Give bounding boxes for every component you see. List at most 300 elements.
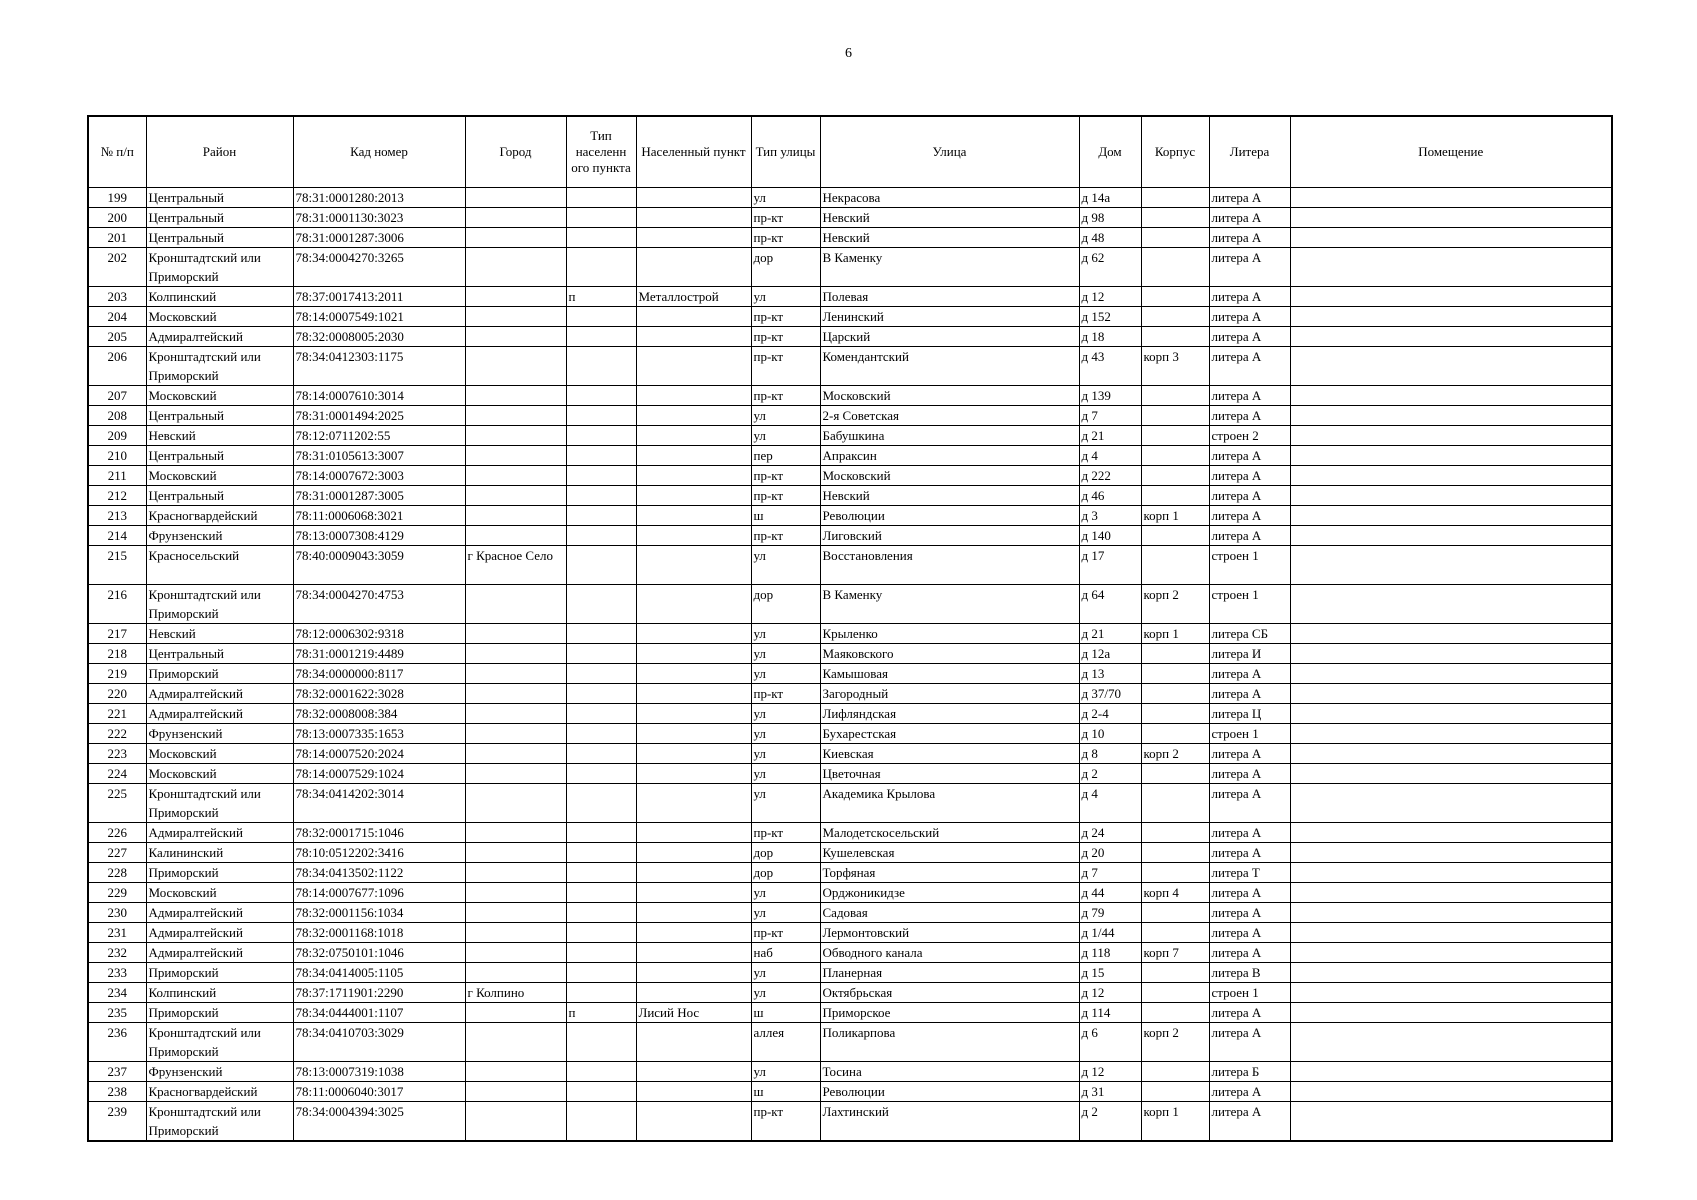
table-cell: [465, 1003, 566, 1023]
table-cell: 224: [88, 764, 146, 784]
table-cell: пр-кт: [751, 684, 820, 704]
table-row: [88, 248, 1612, 287]
table-cell: ул: [751, 883, 820, 903]
table-cell: д 4: [1079, 446, 1141, 466]
table-cell: 78:13:0007319:1038: [293, 1062, 465, 1082]
table-cell: д 6: [1079, 1023, 1141, 1062]
table-cell: [465, 923, 566, 943]
table-cell: Центральный: [146, 406, 293, 426]
table-cell: д 24: [1079, 823, 1141, 843]
table-cell: [1290, 406, 1612, 426]
table-cell: [566, 644, 636, 664]
table-cell: [1141, 446, 1209, 466]
table-cell: 230: [88, 903, 146, 923]
table-cell: Красногвардейский: [146, 506, 293, 526]
table-cell: дор: [751, 585, 820, 624]
column-header: Город: [465, 116, 566, 188]
table-cell: пр-кт: [751, 526, 820, 546]
table-cell: Адмиралтейский: [146, 923, 293, 943]
table-cell: [1290, 248, 1612, 287]
table-cell: д 139: [1079, 386, 1141, 406]
table-cell: [1141, 208, 1209, 228]
table-cell: Московский: [146, 744, 293, 764]
table-cell: [1141, 664, 1209, 684]
table-cell: [1141, 486, 1209, 506]
table-cell: [566, 784, 636, 823]
table-cell: литера А: [1209, 208, 1290, 228]
table-cell: ш: [751, 506, 820, 526]
table-cell: литера А: [1209, 764, 1290, 784]
table-cell: ул: [751, 784, 820, 823]
table-cell: [566, 684, 636, 704]
table-cell: [1141, 1003, 1209, 1023]
table-cell: [1141, 327, 1209, 347]
table-cell: Невский: [820, 208, 1079, 228]
table-cell: д 21: [1079, 426, 1141, 446]
table-cell: [636, 1102, 751, 1142]
table-cell: [566, 208, 636, 228]
table-cell: [636, 466, 751, 486]
table-cell: литера Ц: [1209, 704, 1290, 724]
table-cell: ул: [751, 963, 820, 983]
table-cell: корп 2: [1141, 585, 1209, 624]
table-cell: [465, 943, 566, 963]
table-cell: [1290, 208, 1612, 228]
table-cell: [636, 208, 751, 228]
column-header: Район: [146, 116, 293, 188]
table-cell: 231: [88, 923, 146, 943]
table-cell: Центральный: [146, 188, 293, 208]
table-cell: д 46: [1079, 486, 1141, 506]
table-cell: 78:32:0001168:1018: [293, 923, 465, 943]
table-cell: [636, 823, 751, 843]
table-cell: [1290, 347, 1612, 386]
table-cell: [465, 406, 566, 426]
table-cell: [566, 963, 636, 983]
table-cell: 215: [88, 546, 146, 585]
table-cell: [1290, 923, 1612, 943]
table-cell: 78:10:0512202:3416: [293, 843, 465, 863]
table-cell: Революции: [820, 506, 1079, 526]
table-cell: [1290, 426, 1612, 446]
table-cell: Приморское: [820, 1003, 1079, 1023]
table-cell: [636, 1082, 751, 1102]
table-cell: пер: [751, 446, 820, 466]
table-cell: 78:34:0000000:8117: [293, 664, 465, 684]
table-cell: 78:31:0001280:2013: [293, 188, 465, 208]
table-cell: [1290, 526, 1612, 546]
table-cell: 209: [88, 426, 146, 446]
table-cell: д 12: [1079, 1062, 1141, 1082]
table-cell: Московский: [146, 386, 293, 406]
table-cell: 225: [88, 784, 146, 823]
table-cell: Орджоникидзе: [820, 883, 1079, 903]
table-cell: [1141, 684, 1209, 704]
table-row: [88, 1102, 1612, 1142]
table-cell: 238: [88, 1082, 146, 1102]
table-cell: Кушелевская: [820, 843, 1079, 863]
table-cell: корп 3: [1141, 347, 1209, 386]
table-cell: Адмиралтейский: [146, 704, 293, 724]
table-cell: Фрунзенский: [146, 526, 293, 546]
table-cell: [465, 764, 566, 784]
table-cell: 199: [88, 188, 146, 208]
table-cell: [1141, 307, 1209, 327]
table-cell: [1290, 228, 1612, 248]
table-cell: 228: [88, 863, 146, 883]
table-cell: литера А: [1209, 1003, 1290, 1023]
table-cell: [465, 784, 566, 823]
table-cell: [566, 664, 636, 684]
table-cell: [1141, 644, 1209, 664]
table-cell: [1141, 466, 1209, 486]
table-cell: д 79: [1079, 903, 1141, 923]
table-cell: литера А: [1209, 228, 1290, 248]
table-cell: [1290, 704, 1612, 724]
table-cell: [465, 1082, 566, 1102]
table-cell: д 222: [1079, 466, 1141, 486]
table-cell: д 140: [1079, 526, 1141, 546]
table-cell: литера А: [1209, 883, 1290, 903]
table-cell: д 21: [1079, 624, 1141, 644]
table-row: [88, 307, 1612, 327]
table-cell: пр-кт: [751, 327, 820, 347]
table-cell: ул: [751, 287, 820, 307]
table-cell: [1141, 188, 1209, 208]
table-cell: Приморский: [146, 963, 293, 983]
table-row: [88, 843, 1612, 863]
table-cell: 217: [88, 624, 146, 644]
table-cell: 236: [88, 1023, 146, 1062]
table-cell: Революции: [820, 1082, 1079, 1102]
table-cell: Ленинский: [820, 307, 1079, 327]
table-cell: ш: [751, 1003, 820, 1023]
table-cell: 229: [88, 883, 146, 903]
table-cell: [1290, 327, 1612, 347]
table-cell: [1141, 526, 1209, 546]
table-cell: [636, 228, 751, 248]
table-cell: 221: [88, 704, 146, 724]
table-cell: [1290, 307, 1612, 327]
table-cell: 219: [88, 664, 146, 684]
table-cell: литера А: [1209, 466, 1290, 486]
table-cell: [1141, 287, 1209, 307]
table-cell: Комендантский: [820, 347, 1079, 386]
table-cell: [636, 506, 751, 526]
table-cell: [1290, 903, 1612, 923]
table-cell: [636, 426, 751, 446]
table-cell: ул: [751, 983, 820, 1003]
table-cell: [1290, 963, 1612, 983]
table-cell: [1290, 644, 1612, 664]
table-row: [88, 446, 1612, 466]
table-cell: Торфяная: [820, 863, 1079, 883]
table-cell: [1290, 1023, 1612, 1062]
table-cell: литера А: [1209, 188, 1290, 208]
table-row: [88, 1082, 1612, 1102]
table-cell: строен 1: [1209, 983, 1290, 1003]
table-cell: [1141, 784, 1209, 823]
registry-table: [87, 115, 1613, 1142]
table-cell: д 43: [1079, 347, 1141, 386]
table-row: [88, 624, 1612, 644]
table-cell: 78:32:0008008:384: [293, 704, 465, 724]
table-cell: литера СБ: [1209, 624, 1290, 644]
table-cell: ул: [751, 724, 820, 744]
table-cell: Бухарестская: [820, 724, 1079, 744]
table-cell: Московский: [146, 307, 293, 327]
table-row: [88, 287, 1612, 307]
table-cell: [465, 228, 566, 248]
table-cell: [1141, 228, 1209, 248]
table-cell: д 98: [1079, 208, 1141, 228]
table-cell: 78:14:0007677:1096: [293, 883, 465, 903]
table-cell: пр-кт: [751, 307, 820, 327]
table-row: [88, 526, 1612, 546]
table-cell: д 8: [1079, 744, 1141, 764]
table-cell: [636, 963, 751, 983]
table-cell: корп 7: [1141, 943, 1209, 963]
table-cell: литера Т: [1209, 863, 1290, 883]
table-cell: [636, 923, 751, 943]
table-cell: пр-кт: [751, 386, 820, 406]
table-row: [88, 506, 1612, 526]
table-cell: 213: [88, 506, 146, 526]
table-cell: Малодетскосельский: [820, 823, 1079, 843]
table-cell: Адмиралтейский: [146, 903, 293, 923]
table-cell: [1290, 1062, 1612, 1082]
table-cell: 223: [88, 744, 146, 764]
table-cell: Загородный: [820, 684, 1079, 704]
table-row: [88, 983, 1612, 1003]
table-cell: [636, 644, 751, 664]
table-cell: [465, 704, 566, 724]
table-cell: Центральный: [146, 228, 293, 248]
table-cell: д 152: [1079, 307, 1141, 327]
table-cell: [1290, 724, 1612, 744]
table-cell: [566, 386, 636, 406]
table-cell: литера А: [1209, 843, 1290, 863]
table-cell: [566, 506, 636, 526]
table-cell: [1141, 1082, 1209, 1102]
table-header-row: [88, 116, 1612, 188]
table-cell: [636, 704, 751, 724]
table-cell: Кронштадтский или Приморский: [146, 347, 293, 386]
table-cell: [636, 843, 751, 863]
table-cell: [1141, 704, 1209, 724]
registry-table-container: [87, 115, 1611, 1142]
table-cell: [636, 624, 751, 644]
table-cell: 204: [88, 307, 146, 327]
column-header: Помещение: [1290, 116, 1612, 188]
table-cell: [465, 287, 566, 307]
table-cell: литера А: [1209, 526, 1290, 546]
table-cell: д 44: [1079, 883, 1141, 903]
table-cell: Невский: [146, 426, 293, 446]
table-cell: Цветочная: [820, 764, 1079, 784]
table-cell: ш: [751, 1082, 820, 1102]
table-cell: 2-я Советская: [820, 406, 1079, 426]
table-cell: пр-кт: [751, 208, 820, 228]
table-cell: литера И: [1209, 644, 1290, 664]
table-cell: литера А: [1209, 1102, 1290, 1142]
table-cell: Калининский: [146, 843, 293, 863]
table-cell: [465, 843, 566, 863]
table-cell: Кронштадтский или Приморский: [146, 585, 293, 624]
table-cell: Крыленко: [820, 624, 1079, 644]
table-cell: Центральный: [146, 208, 293, 228]
column-header: Литера: [1209, 116, 1290, 188]
table-cell: пр-кт: [751, 823, 820, 843]
table-row: [88, 327, 1612, 347]
table-cell: 227: [88, 843, 146, 863]
table-cell: [465, 624, 566, 644]
table-cell: 78:31:0001287:3006: [293, 228, 465, 248]
table-cell: [636, 664, 751, 684]
table-cell: 233: [88, 963, 146, 983]
table-row: [88, 208, 1612, 228]
table-cell: [1141, 724, 1209, 744]
table-cell: [566, 943, 636, 963]
column-header: Тип улицы: [751, 116, 820, 188]
table-cell: [566, 327, 636, 347]
table-cell: [465, 1062, 566, 1082]
table-cell: 222: [88, 724, 146, 744]
table-cell: [1290, 1102, 1612, 1142]
table-cell: [1141, 546, 1209, 585]
table-cell: 78:32:0001156:1034: [293, 903, 465, 923]
table-cell: 78:40:0009043:3059: [293, 546, 465, 585]
table-cell: 235: [88, 1003, 146, 1023]
table-cell: д 13: [1079, 664, 1141, 684]
table-row: [88, 863, 1612, 883]
table-cell: Московский: [146, 883, 293, 903]
table-row: [88, 943, 1612, 963]
table-cell: Кронштадтский или Приморский: [146, 248, 293, 287]
table-cell: Центральный: [146, 446, 293, 466]
table-row: [88, 704, 1612, 724]
table-cell: Колпинский: [146, 287, 293, 307]
table-row: [88, 386, 1612, 406]
table-cell: [566, 466, 636, 486]
table-cell: Приморский: [146, 863, 293, 883]
table-cell: Апраксин: [820, 446, 1079, 466]
table-cell: 78:11:0006040:3017: [293, 1082, 465, 1102]
table-cell: [1141, 764, 1209, 784]
table-cell: д 48: [1079, 228, 1141, 248]
table-row: [88, 823, 1612, 843]
table-cell: Бабушкина: [820, 426, 1079, 446]
table-cell: [636, 863, 751, 883]
table-cell: [1290, 546, 1612, 585]
table-cell: [465, 526, 566, 546]
table-cell: 207: [88, 386, 146, 406]
table-cell: 78:31:0105613:3007: [293, 446, 465, 466]
table-cell: [465, 883, 566, 903]
table-cell: д 14а: [1079, 188, 1141, 208]
table-cell: [566, 526, 636, 546]
table-cell: литера А: [1209, 1023, 1290, 1062]
table-cell: [566, 585, 636, 624]
table-cell: литера А: [1209, 784, 1290, 823]
table-cell: Обводного канала: [820, 943, 1079, 963]
table-cell: [636, 983, 751, 1003]
table-cell: 78:31:0001287:3005: [293, 486, 465, 506]
table-cell: Лифляндская: [820, 704, 1079, 724]
table-cell: [465, 664, 566, 684]
table-cell: 239: [88, 1102, 146, 1142]
table-cell: 220: [88, 684, 146, 704]
table-cell: [566, 724, 636, 744]
table-body: [88, 188, 1612, 1142]
table-cell: [465, 188, 566, 208]
table-cell: [566, 704, 636, 724]
table-cell: Невский: [820, 228, 1079, 248]
table-cell: пр-кт: [751, 347, 820, 386]
table-cell: [566, 764, 636, 784]
table-cell: д 118: [1079, 943, 1141, 963]
table-cell: ул: [751, 188, 820, 208]
table-cell: Кронштадтский или Приморский: [146, 784, 293, 823]
table-cell: [566, 1062, 636, 1082]
table-cell: д 2: [1079, 764, 1141, 784]
table-cell: литера А: [1209, 923, 1290, 943]
table-cell: [1290, 664, 1612, 684]
table-cell: Адмиралтейский: [146, 684, 293, 704]
table-cell: [566, 843, 636, 863]
table-cell: литера А: [1209, 307, 1290, 327]
table-cell: Невский: [820, 486, 1079, 506]
table-cell: ул: [751, 624, 820, 644]
table-cell: [1290, 1082, 1612, 1102]
table-cell: [1290, 744, 1612, 764]
table-cell: [566, 903, 636, 923]
table-cell: [636, 446, 751, 466]
table-cell: [566, 406, 636, 426]
table-cell: [1290, 784, 1612, 823]
page-number: 6: [845, 46, 852, 61]
table-cell: [1290, 506, 1612, 526]
table-cell: [566, 446, 636, 466]
table-cell: [1141, 386, 1209, 406]
table-cell: Красногвардейский: [146, 1082, 293, 1102]
table-cell: Московский: [146, 764, 293, 784]
table-cell: [465, 744, 566, 764]
table-cell: д 3: [1079, 506, 1141, 526]
table-cell: [1290, 843, 1612, 863]
table-cell: 214: [88, 526, 146, 546]
table-cell: Красносельский: [146, 546, 293, 585]
table-cell: 78:14:0007520:2024: [293, 744, 465, 764]
table-cell: [1290, 624, 1612, 644]
table-cell: [636, 248, 751, 287]
table-cell: д 10: [1079, 724, 1141, 744]
table-cell: ул: [751, 764, 820, 784]
table-cell: [1290, 983, 1612, 1003]
table-cell: Лахтинский: [820, 1102, 1079, 1142]
table-cell: ул: [751, 664, 820, 684]
table-cell: [636, 764, 751, 784]
table-cell: литера А: [1209, 327, 1290, 347]
table-row: [88, 347, 1612, 386]
table-cell: [1141, 863, 1209, 883]
table-cell: Московский: [820, 466, 1079, 486]
table-cell: [465, 1102, 566, 1142]
table-row: [88, 466, 1612, 486]
table-cell: литера А: [1209, 903, 1290, 923]
table-cell: литера А: [1209, 823, 1290, 843]
table-cell: г Колпино: [465, 983, 566, 1003]
